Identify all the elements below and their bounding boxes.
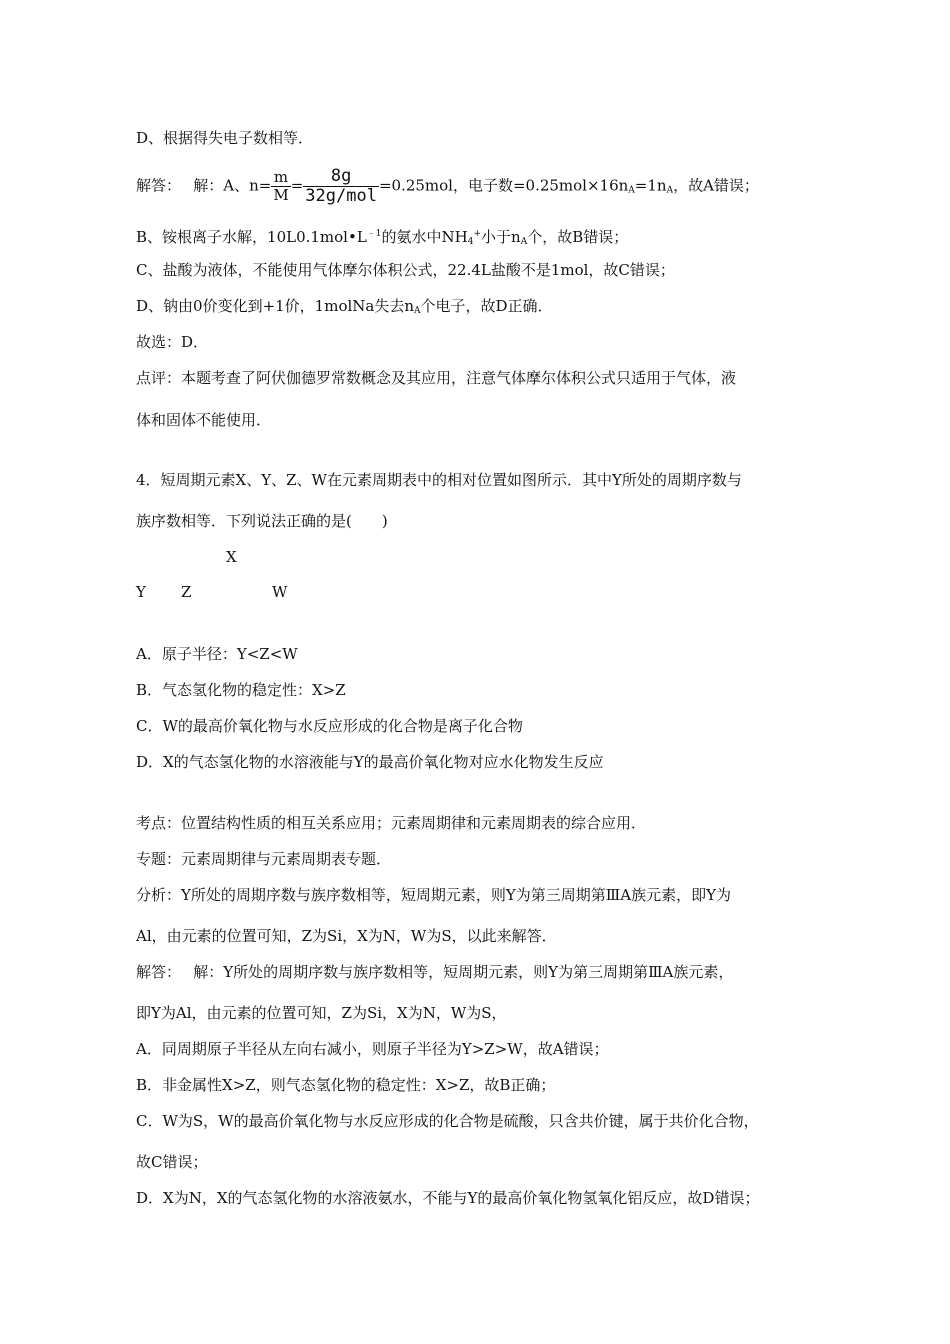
grid-element-w: W — [272, 583, 288, 601]
option-a — [136, 644, 298, 664]
subscript: A — [414, 306, 421, 316]
line-text: C、盐酸为液体，不能使用气体摩尔体积公式，22.4L盐酸不是1mol，故C错误； — [136, 261, 675, 279]
fraction-8g-over-molar-mass — [303, 167, 379, 206]
comment-line — [136, 410, 271, 430]
fraction-numerator: 8g — [303, 167, 379, 187]
question-4-line — [136, 511, 388, 531]
line-text: =0.25mol，电子数=0.25mol×16n — [378, 176, 629, 195]
subscript: 4 — [467, 237, 474, 247]
analysis-line — [136, 885, 731, 905]
analysis-line — [136, 926, 557, 946]
grid-element-x: X — [226, 548, 237, 566]
line-text: 故C错误； — [136, 1153, 208, 1171]
solution-line — [136, 962, 733, 982]
answer-line-a — [136, 167, 759, 206]
line-text: 小于n — [481, 228, 521, 246]
equals-sign: = — [290, 176, 304, 195]
line-text: 解答： 解：A、n= — [136, 176, 272, 195]
option-d — [136, 752, 604, 772]
line-text: A．原子半径：Y<Z<W — [136, 645, 298, 663]
fraction-m-over-m — [271, 169, 290, 204]
line-text: 故选：D． — [136, 333, 209, 351]
line-text: 点评：本题考查了阿伏伽德罗常数概念及其应用，注意气体摩尔体积公式只适用于气体，液 — [136, 369, 737, 387]
subscript: A — [628, 185, 635, 196]
comment-line — [136, 368, 736, 388]
line-text: 4．短周期元素X、Y、Z、W在元素周期表中的相对位置如图所示．其中Y所处的周期序数与 — [136, 471, 742, 489]
solution-line — [136, 1003, 507, 1023]
solution-line-b — [136, 1075, 555, 1095]
fraction-numerator: m — [271, 169, 290, 187]
line-text: ，故A错误； — [673, 176, 759, 195]
line-text: 个，故B错误； — [527, 228, 629, 246]
line-text: B、铵根离子水解，10L0.1mol•L — [136, 228, 367, 246]
answer-line-c — [136, 260, 675, 280]
text-line — [136, 128, 313, 148]
line-text: B．非金属性X>Z，则气态氢化物的稳定性：X>Z，故B正确； — [136, 1076, 556, 1094]
superscript: + — [473, 229, 482, 239]
line-text: D．X为N，X的气态氢化物的水溶液氨水，不能与Y的最高价氧化物氢氧化铝反应，故D错误； — [136, 1189, 760, 1207]
line-text: C．W为S，W的最高价氧化物与水反应形成的化合物是硫酸，只含共价键，属于共价化合物， — [136, 1112, 759, 1130]
solution-line-c — [136, 1152, 207, 1172]
line-text: A．同周期原子半径从左向右减小，则原子半径为Y>Z>W，故A错误； — [136, 1040, 609, 1058]
line-text: 专题：元素周期律与元素周期表专题． — [136, 850, 392, 868]
line-text: D、钠由0价变化到+1价，1molNa失去n — [136, 297, 415, 315]
line-text: B．气态氢化物的稳定性：X>Z — [136, 681, 346, 699]
fraction-denominator: M — [273, 186, 289, 204]
grid-element-z: Z — [181, 583, 192, 601]
line-text: 个电子，故D正确． — [420, 297, 553, 315]
option-b — [136, 680, 346, 700]
topic-line — [136, 849, 391, 869]
line-text: 分析：Y所处的周期序数与族序数相等，短周期元素，则Y为第三周期第ⅢA族元素，即Y为 — [136, 886, 732, 904]
fraction-denominator: 32g/mol — [305, 186, 377, 206]
line-text: 考点：位置结构性质的相互关系应用；元素周期律和元素周期表的综合应用． — [136, 814, 647, 832]
line-text: C．W的最高价氧化物与水反应形成的化合物是离子化合物 — [136, 717, 523, 735]
solution-line-a — [136, 1039, 609, 1059]
line-text: Al，由元素的位置可知，Z为Si，X为N，W为S，以此来解答． — [136, 927, 557, 945]
line-text: =1n — [634, 176, 667, 195]
line-text: 体和固体不能使用． — [136, 411, 272, 429]
key-point-line — [136, 813, 646, 833]
line-text: D、根据得失电子数相等． — [136, 129, 314, 147]
solution-line-c — [136, 1111, 759, 1131]
superscript: ﹣1 — [366, 229, 382, 239]
line-text: 族序数相等．下列说法正确的是( ) — [136, 512, 388, 530]
grid-element-y: Y — [136, 583, 146, 601]
choice-line — [136, 332, 208, 352]
answer-line-b — [136, 224, 628, 252]
subscript: A — [666, 185, 674, 196]
question-4-line — [136, 470, 742, 490]
answer-line-d — [136, 296, 553, 321]
subscript: A — [520, 237, 528, 247]
line-text: 解答： 解：Y所处的周期序数与族序数相等，短周期元素，则Y为第三周期第ⅢA族元素， — [136, 963, 734, 981]
line-text: D．X的气态氢化物的水溶液能与Y的最高价氧化物对应水化物发生反应 — [136, 753, 604, 771]
line-text: 即Y为Al，由元素的位置可知，Z为Si，X为N，W为S， — [136, 1004, 507, 1022]
solution-line-d — [136, 1188, 759, 1208]
line-text: 的氨水中NH — [381, 228, 468, 246]
option-c — [136, 716, 523, 736]
